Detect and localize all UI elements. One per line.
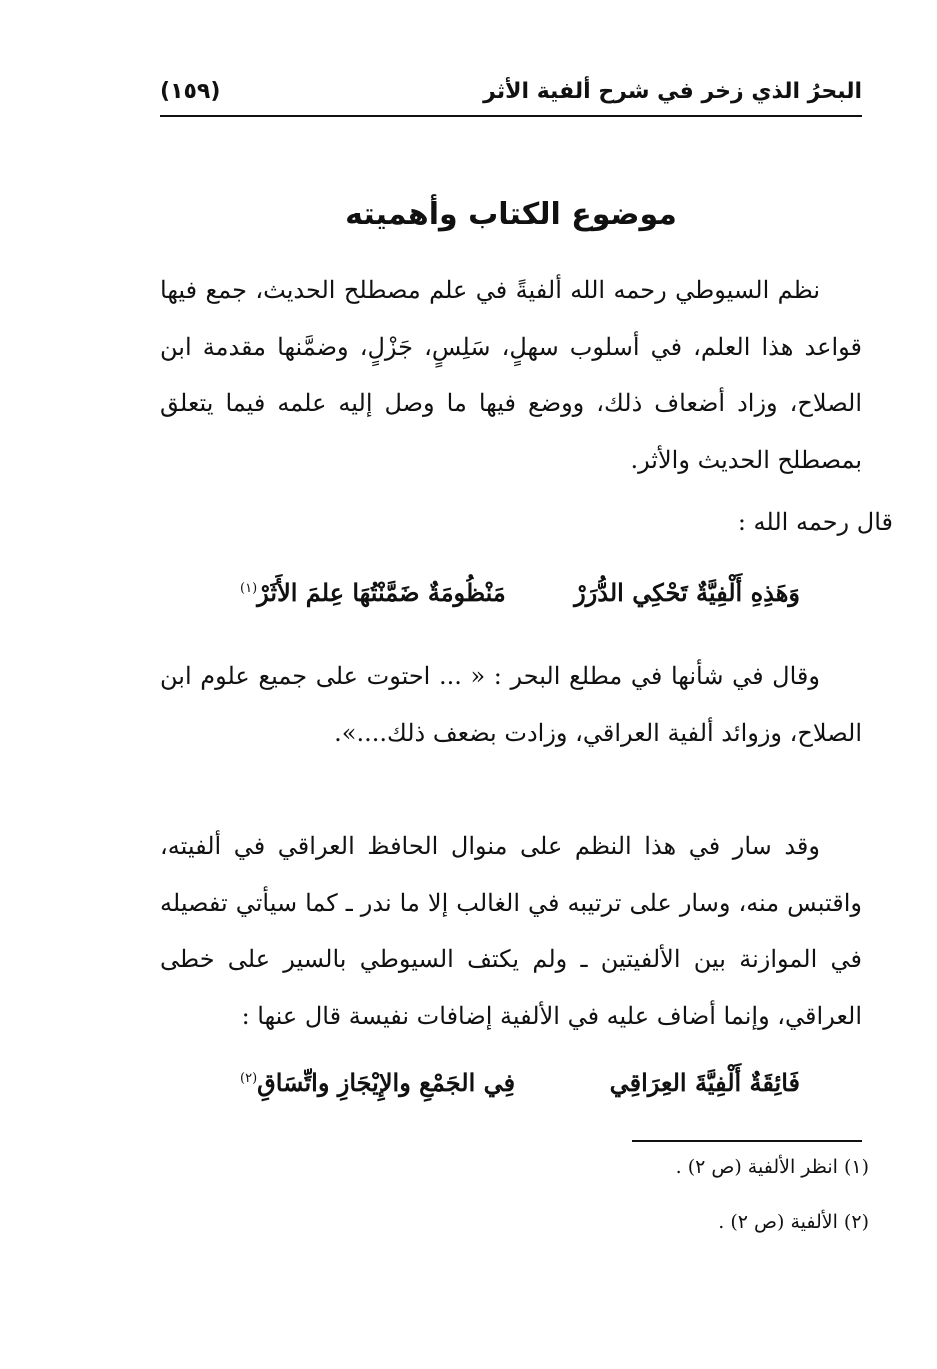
verse-intro-line: قال رحمه الله : (737, 508, 893, 536)
paragraph-method: وقد سار في هذا النظم على منوال الحافظ العراقي في ألفيته، واقتبس منه، وسار على ترتيبه في الغالب إلا ما ندر ـ كما سيأتي تفصيله في الموازنة بين الألفيتين ـ ولم يكتف السيوطي بالسير على خطى العراقي، وإنما أضاف عليه في الألفية إضافات نفيسة قال عنها : (160, 832, 862, 1030)
header-rule (160, 115, 862, 117)
paragraph-quote: وقال في شأنها في مطلع البحر : « ... احتوت على جميع علوم ابن الصلاح، وزوائد ألفية العراقي، وزادت بضعف ذلك....». (160, 662, 862, 747)
verse-second-hemistich (240, 568, 506, 618)
verse-second-hemistich (240, 1058, 515, 1108)
verse-first-hemistich: فَائِقَةٌ أَلْفِيَّةَ العِرَاقِي (609, 1068, 800, 1097)
page-header (160, 74, 862, 114)
footnote-reference[interactable]: (٢) (240, 1071, 258, 1086)
verse-line (160, 568, 862, 618)
verse-second-hemistich-text: فِي الجَمْعِ والإِيْجَازِ واتِّسَاقِ (257, 1068, 516, 1097)
verse-line (160, 1058, 862, 1108)
page-number: (١٥٩) (160, 79, 221, 104)
verse-second-hemistich-text: مَنْظُومَةٌ ضَمَّنْتُهَا عِلمَ الأَثَرْ (257, 578, 506, 607)
footnote-separator (632, 1140, 862, 1142)
section-title: موضوع الكتاب وأهميته (345, 197, 677, 232)
running-title: البحرُ الذي زخر في شرح ألفية الأثر (483, 79, 862, 104)
footnote: (١) انظر الألفية (ص ٢) . (675, 1156, 869, 1178)
verse-first-hemistich: وَهَذِهِ أَلْفِيَّةٌ تَحْكِي الدُّرَرْ (574, 578, 800, 607)
footnote: (٢) الألفية (ص ٢) . (718, 1211, 869, 1233)
paragraph-intro: نظم السيوطي رحمه الله ألفيةً في علم مصطلح الحديث، جمع فيها قواعد هذا العلم، في أسلوب سهلٍ، سَلِسٍ، جَزْلٍ، وضمَّنها مقدمة ابن الصلاح، وزاد أضعاف ذلك، ووضع فيها ما وصل إليه علمه فيما يتعلق بمصطلح الحديث والأثر. (160, 276, 862, 474)
footnote-reference[interactable]: (١) (240, 581, 258, 596)
